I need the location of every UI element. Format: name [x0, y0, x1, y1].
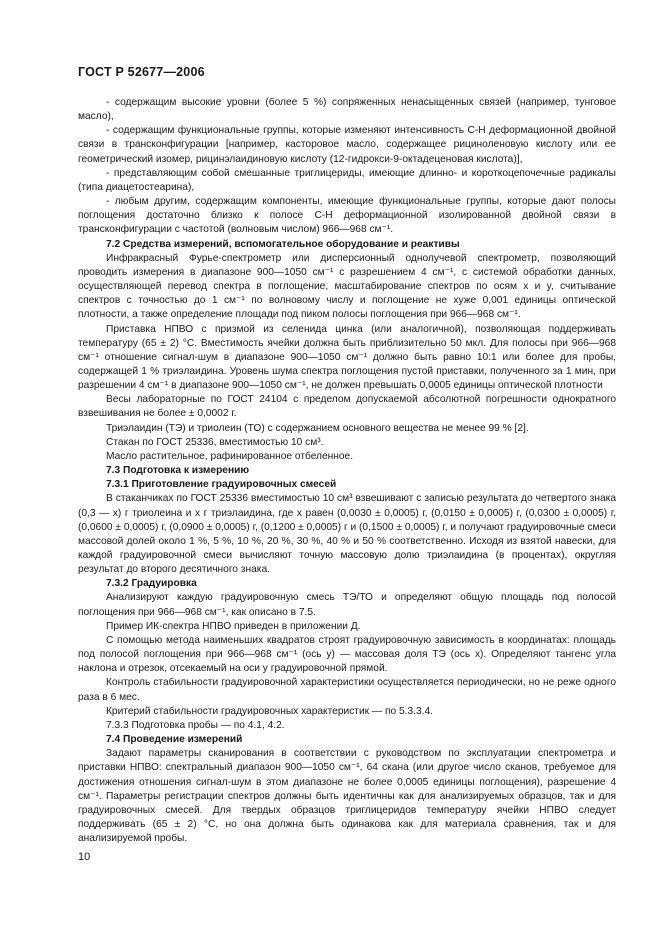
- document-body: [78, 96, 616, 846]
- section-heading: 7.2 Средства измерений, вспомогательное оборудование и реактивы: [106, 238, 460, 250]
- paragraph: - любым другим, содержащим компоненты, имеющие функциональные группы, которые дают полосы поглощения достаточно близко к полосе C-H деформационной изолированной двойной связи в трансконфигурации с частотой (волновым числом) 966—968 см⁻¹.: [78, 196, 616, 236]
- paragraph: Анализируют каждую градуировочную смесь ТЭ/ТО и определяют общую площадь под полосой поглощения при 966—968 см⁻¹, как описано в 7.5.: [78, 592, 616, 618]
- section-heading: 7.3.1 Приготовление градуировочных смесей: [106, 479, 337, 491]
- document-header: ГОСТ Р 52677—2006: [78, 65, 205, 79]
- section-heading: 7.3.2 Градуировка: [106, 578, 197, 590]
- paragraph: Пример ИК-спектра НПВО приведен в приложении Д.: [106, 620, 361, 632]
- page-number: 10: [78, 851, 91, 863]
- paragraph: - содержащим высокие уровни (более 5 %) сопряженных ненасыщенных связей (например, тунговое масло),: [78, 97, 616, 123]
- paragraph: В стаканчиках по ГОСТ 25336 вместимостью 10 см³ взвешивают с записью результата до четвертого знака (0,3 — x) г триолеина и x г триэлаидина, где x равен (0,0030 ± 0,0005) г, (0,0150 ± 0,0005) г, (0,0300 ± 0,0005) г, (0,0600 ± 0,0005) г, (0,0900 ± 0,0005) г, (0,1200 ± 0,0005) г и (0,1500 ± 0,0005) г, и получают градуировочные смеси массовой долей около 1 %, 5 %, 10 %, 20 %, 30 %, 40 % и 50 % соответственно. Исходя из взятой навески, для каждой градуировочной смеси вычисляют точную массовую долю триэлаидина (в процентах), округляя результат до второго десятичного знака.: [78, 493, 616, 576]
- paragraph: Масло растительное, рафинированное отбеленное.: [106, 450, 354, 462]
- paragraph: Задают параметры сканирования в соответствии с руководством по эксплуатации спектрометра и приставки НПВО: спектральный диапазон 900—1050 см⁻¹, 64 скана (или другое число сканов, требуемое для достижения отношения сигнал-шум в этом диапазоне не более 0,0005 единицы поглощения), разрешение 4 см⁻¹. Параметры регистрации спектров должны быть идентичны как для анализируемых образцов, так и для градуировочных смесей. Для твердых образцов триглицеридов температуру ячейки НПВО следует поддерживать (65 ± 2) °С, но она должна быть одинакова как для материала сравнения, так и для анализируемой пробы.: [78, 748, 616, 845]
- paragraph: - содержащим функциональные группы, которые изменяют интенсивность C-H деформационной двойной связи в трансконфигурации [например, касторовое масло, содержащее рициноленовую кислоту или ее геометрический изомер, рицинэлаидиновую кислоту (12-гидрокси-9-октадеценовая кислота)],: [78, 125, 616, 165]
- paragraph: Приставка НПВО с призмой из селенида цинка (или аналогичной), позволяющая поддерживать температуру (65 ± 2) °С. Вместимость ячейки должна быть приблизительно 50 мкл. Для полосы при 966—968 см⁻¹ отношение сигнал-шум в диапазоне 900—1050 см⁻¹ должно быть равно 10:1 или более для пробы, содержащей 1 % триэлаидина. Уровень шума спектра поглощения пустой приставки, полученного за 1 мин, при разрешении 4 см⁻¹ в диапазоне 900—1050 см⁻¹, не должен превышать 0,0005 единицы оптической плотности: [78, 323, 616, 392]
- paragraph: Стакан по ГОСТ 25336, вместимостью 10 см³.: [106, 436, 324, 448]
- paragraph: Контроль стабильности градуировочной характеристики осуществляется периодически, но не реже одного раза в 6 мес.: [78, 677, 616, 703]
- section-heading: 7.4 Проведение измерений: [106, 734, 243, 746]
- paragraph: Критерий стабильности градуировочных характеристик — по 5.3.3.4.: [106, 705, 433, 717]
- paragraph: - представляющим собой смешанные триглицериды, имеющие длинно- и короткоцепочечные радикалы (типа диацетостеарина),: [78, 167, 616, 193]
- paragraph: Инфракрасный Фурье-спектрометр или дисперсионный однолучевой спектрометр, позволяющий проводить измерения в диапазоне 900—1050 см⁻¹ с разрешением 4 см⁻¹, с системой обработки данных, осуществляющей перевод спектра в поглощение, масштабирование спектров по осям x и y, считывание спектров с точностью до 1 см⁻¹ по волновому числу и поглощение не хуже 0,001 единицы оптической плотности, а также определение площади под пиком полосы поглощения при 966—968 см⁻¹.: [78, 252, 616, 321]
- paragraph: Весы лабораторные по ГОСТ 24104 с пределом допускаемой абсолютной погрешности однократного взвешивания не более ± 0,0002 г.: [78, 394, 616, 420]
- paragraph: С помощью метода наименьших квадратов строят градуировочную зависимость в координатах: площадь под полосой поглощения при 966—968 см⁻¹ (ось y) — массовая доля ТЭ (ось x). Определяют тангенс угла наклона и отрезок, отсекаемый на оси y градуировочной прямой.: [78, 634, 616, 675]
- paragraph: Триэлаидин (ТЭ) и триолеин (ТО) с содержанием основного вещества не менее 99 % [2].: [106, 422, 529, 434]
- section-heading: 7.3 Подготовка к измерению: [106, 465, 250, 477]
- paragraph: 7.3.3 Подготовка пробы — по 4.1, 4.2.: [106, 719, 285, 731]
